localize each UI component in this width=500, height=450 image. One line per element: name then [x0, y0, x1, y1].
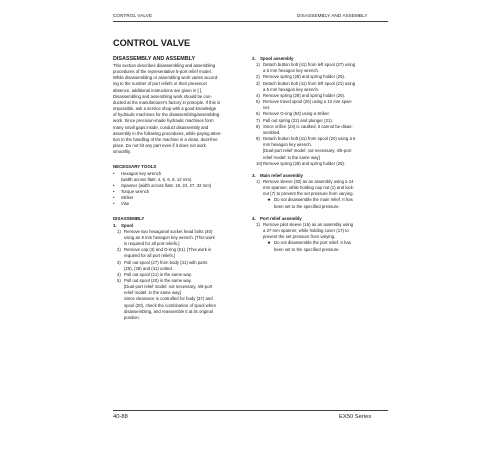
step-number: 5) [256, 99, 260, 105]
left-column [113, 56, 247, 321]
note-line: Do not disassemble the port relief. It has [274, 240, 351, 246]
step-line: is required for all port reliefs.] [124, 241, 180, 247]
step-line: Pull out spring (22) and plunger (21). [263, 117, 333, 123]
step-item [252, 124, 388, 136]
step-text [263, 99, 388, 111]
intro-line: procedures of the representative 5-port relief model. [113, 69, 212, 75]
bullet-icon: • [113, 170, 115, 176]
note-text [274, 197, 353, 209]
intro-line: absence, additional instructions are given in [ ]. [113, 87, 203, 93]
step-line: Detach button bolt (41) from left spool (21) using [263, 80, 356, 86]
step-line: disassembling, and reassemble it at its original [124, 308, 213, 314]
step-text [263, 136, 388, 161]
section-title: Main relief assembly [260, 172, 303, 178]
step-item [252, 179, 388, 197]
star-icon: ★ [267, 240, 271, 246]
spool-steps [113, 229, 247, 321]
note-line: been set to the specified pressure. [274, 246, 340, 252]
bullet-icon: • [113, 188, 115, 194]
step-line: mm spanner, while holding cap nut (1) and lock- [263, 185, 355, 191]
step-number: 3) [117, 259, 121, 265]
step-line: prevent the set pressure from varying. [263, 234, 336, 240]
step-line: Detach button bolt (41) from spool (20) using a 6 [263, 136, 356, 142]
intro-line: ing to the number of port reliefs or their presence/ [113, 81, 208, 87]
step-number: 1) [256, 62, 260, 68]
step-line: using an 8 mm hexagon key wrench. [This work [124, 234, 215, 240]
spool-heading-text: Spool [121, 222, 134, 228]
note-line: Do not disassemble the main relief. It has [274, 197, 353, 203]
step-line: Since clearance is controlled for body (37) and [124, 296, 213, 302]
step-item [252, 81, 388, 93]
step-line: relief model: in the same way] [124, 290, 181, 296]
step-line: Pull out spool (27) from body (31) with parts [124, 259, 208, 265]
tool-item [113, 171, 247, 183]
step-line: Remove spring (28) and spring holder (25). [263, 160, 346, 166]
section-number: 3. [252, 172, 256, 178]
bullet-icon: • [113, 195, 115, 201]
step-line: a 27 mm spanner, while holding cover (17) to [263, 228, 349, 234]
step-item [113, 247, 247, 259]
step-number: 9) [256, 136, 260, 142]
step-line: position. [124, 314, 141, 320]
step-line: Remove O-ring (53) using a striker. [263, 111, 330, 117]
footer-rule [113, 410, 388, 411]
step-number: 8) [256, 123, 260, 129]
step-number: 2) [117, 247, 121, 253]
series-name: EX50 Series [339, 414, 372, 420]
step-line: relief model: in the same way] [263, 154, 320, 160]
step-text [263, 81, 388, 93]
step-item [252, 161, 388, 167]
tool-text [121, 171, 191, 183]
tool-line: Hexagon key wrench [121, 170, 162, 176]
step-line: nut (7) to prevent the set pressure from varying. [263, 191, 354, 197]
step-number: 10) [256, 160, 263, 166]
step-text [263, 161, 388, 167]
intro-paragraph [113, 63, 247, 155]
step-line: a 6 mm hexagon key wrench. [263, 86, 320, 92]
step-item [252, 62, 388, 74]
step-item [252, 136, 388, 161]
step-line: Detach button bolt (41) from left spool (27) using [263, 62, 356, 68]
bullet-icon: • [113, 201, 115, 207]
step-line: spool (20), check the combination of spool when [124, 302, 216, 308]
section-number: 2. [252, 56, 256, 61]
step-item [252, 222, 388, 240]
bullet-icon: • [113, 182, 115, 188]
step-text [124, 278, 247, 321]
tool-line: Striker [121, 195, 134, 201]
section-title: Port relief assembly [260, 215, 302, 221]
step-line: Remove pilot sleeve (16) as an assembly using [263, 221, 354, 227]
step-line: Since orifice (24) is caulked, it cannot be disas- [263, 123, 353, 129]
step-text [124, 260, 247, 272]
intro-line: many small gaps inside, conduct disassembly and [113, 124, 209, 130]
section-heading: DISASSEMBLY AND ASSEMBLY [113, 56, 196, 62]
tool-line: (width across flats: 4, 5, 6, 8, 12 mm) [121, 176, 192, 182]
step-number: 4) [256, 92, 260, 98]
step-text [263, 179, 388, 197]
caution-note [252, 197, 388, 209]
intro-line: assembly in the following procedures, while paying atten- [113, 130, 222, 136]
right-column [252, 56, 388, 253]
step-item [252, 99, 388, 111]
step-line: Remove two hexagonal socket head bolts (40) [124, 228, 213, 234]
intro-line: smoothly. [113, 149, 132, 155]
step-line: ner. [263, 105, 271, 111]
step-number: 1) [256, 221, 260, 227]
tool-text [121, 201, 129, 207]
step-line: (25), (28) and (41) united. [124, 265, 173, 271]
star-icon: ★ [267, 197, 271, 203]
step-text [124, 247, 247, 259]
step-number: 4) [117, 271, 121, 277]
step-number: 1) [117, 228, 121, 234]
spool-heading-number: 1. [113, 222, 117, 228]
step-line: [Dual-port relief model: not necessary, 4/5-port [263, 148, 352, 154]
page-number: 40-88 [113, 414, 128, 420]
disassembly-heading: DISASSEMBLY [113, 216, 145, 222]
intro-line: place. Do not hit any part even if it does not work [113, 143, 206, 149]
step-text [263, 222, 388, 240]
tool-line: Torque wrench [121, 188, 150, 194]
step-text [263, 62, 388, 74]
step-item [113, 278, 247, 321]
step-line: Remove sleeve (30) as an assembly using a 24 [263, 178, 354, 184]
intro-line: Disassembling and assembling work should be con- [113, 93, 212, 99]
intro-line: tion to the handling of the machine in a clean, dust-free [113, 136, 218, 142]
step-line: mm hexagon key wrench. [263, 142, 312, 148]
intro-line: impossible, ask a service shop with a good knowledge [113, 106, 217, 112]
step-line: Remove spring (28) and spring holder (25). [263, 92, 346, 98]
step-line: Remove cap (3) and O-ring (51). [This work is [124, 247, 212, 253]
step-number: 3) [256, 80, 260, 86]
step-number: 5) [117, 278, 121, 283]
tools-heading: NECESSARY TOOLS [113, 164, 157, 170]
tool-line: Vise [121, 201, 130, 207]
section-title: Spool assembly [260, 56, 294, 61]
intro-line: of hydraulic machines for the disassembling/assembling [113, 112, 220, 118]
step-line: Pull out spool (21) in the same way. [124, 271, 192, 277]
note-line: been set to the specified pressure. [274, 203, 340, 209]
intro-line: ducted at the manufacturer's factory in principle. If this is [113, 99, 221, 105]
step-line: [Dual-port relief model: not necessary, 4/5-port [124, 284, 213, 290]
step-line: Pull out spool (20) in the same way. [124, 278, 192, 283]
tools-list [113, 171, 247, 208]
running-header-right: DISASSEMBLY AND ASSEMBLY [297, 13, 368, 18]
step-line: Remove spring (28) and spring holder (25). [263, 74, 346, 80]
step-text [263, 124, 388, 136]
step-number: 2) [256, 74, 260, 80]
intro-line: work. Since precision-made hydraulic machines form [113, 118, 214, 124]
step-line: a 6 mm hexagon key wrench. [263, 68, 320, 74]
step-line: sembled. [263, 129, 281, 135]
step-line: Remove travel spool (20) using a 12 mm span- [263, 99, 353, 105]
header-rule [113, 21, 388, 22]
note-text [274, 240, 351, 252]
tool-line: Spanner (width across flats: 19, 24, 27, 32 mm) [121, 182, 212, 188]
section-number: 4. [252, 215, 256, 221]
step-item [113, 229, 247, 247]
intro-line: This section describes disassembling and assembling [113, 63, 216, 68]
step-text [124, 229, 247, 247]
step-item [113, 260, 247, 272]
step-line: required for all port reliefs.] [124, 253, 176, 259]
caution-note [252, 240, 388, 252]
intro-line: While disassembling or assembling work varies accord- [113, 75, 219, 81]
step-number: 6) [256, 111, 260, 117]
running-header-left: CONTROL VALVE [113, 13, 152, 18]
step-number: 1) [256, 178, 260, 184]
step-number: 7) [256, 117, 260, 123]
page-title: CONTROL VALVE [113, 38, 191, 48]
